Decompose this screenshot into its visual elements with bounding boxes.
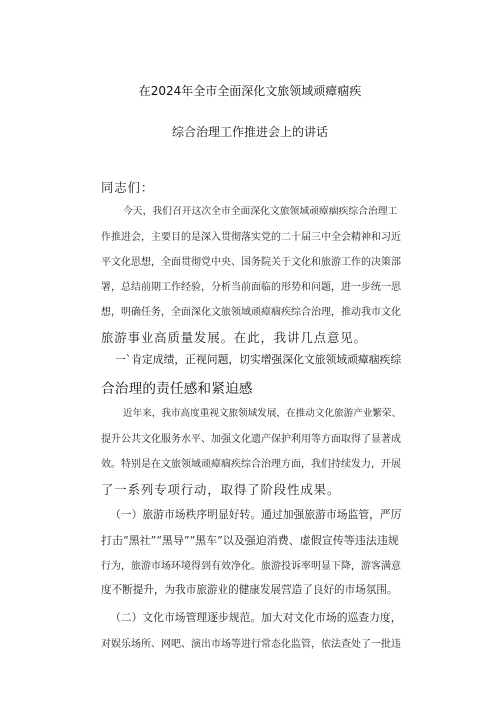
paragraph-line: 行为，旅游市场环境得到有效净化。旅游投诉率明显下降，游客满意 — [101, 561, 401, 572]
paragraph-line: 对娱乐场所、网吧、演出市场等进行常态化监管，依法查处了一批违 — [101, 639, 401, 650]
salutation: 同志们： — [101, 180, 155, 195]
paragraph-line: 平文化思想，全面贯彻党中央、国务院关于文化和旅游工作的决策部 — [101, 257, 401, 268]
paragraph-line: 署，总结前期工作经验，分析当前面临的形势和问题，进一步统一思 — [101, 282, 401, 293]
paragraph-line: （一）旅游市场秩序明显好转。通过加强旅游市场监管，严厉 — [110, 508, 402, 521]
paragraph-line: 度不断提升，为我市旅游业的健康发展营造了良好的市场氛围。 — [101, 584, 398, 596]
paragraph-line: 近年来，我市高度重视文旅领域发展，在推动文化旅游产业繁荣、 — [123, 408, 402, 419]
paragraph-line: （二）文化市场管理逐步规范。加大对文化市场的巡查力度， — [110, 611, 402, 624]
paragraph-line: 想，明确任务，全面深化文旅领域顽瘴痼疾综合治理，推动我市文化 — [101, 307, 401, 318]
paragraph-line: 提升公共文化服务水平、加强文化遗产保护利用等方面取得了显著成 — [101, 434, 401, 445]
document-title-line-1: 在2024年全市全面深化文旅领域顽瘴痼疾 — [138, 84, 362, 98]
paragraph-line: 今天，我们召开这次全市全面深化文旅领域顽瘴痼疾综合治理工 — [123, 206, 398, 217]
paragraph-line: 效。特别是在文旅领域顽瘴痼疾综合治理方面，我们持续发力，开展 — [101, 459, 401, 470]
paragraph-line: 作推进会，主要目的是深入贯彻落实党的二十届三中全会精神和习近 — [101, 232, 401, 243]
section-heading-line: 一`肯定成绩，正视问题，切实增强深化文旅领域顽瘴痼疾综 — [115, 353, 402, 366]
document-title-line-2: 综合治理工作推进会上的讲话 — [171, 125, 328, 139]
paragraph-line: 旅游事业高质量发展。在此，我讲几点意见。 — [101, 330, 367, 345]
paragraph-line: 打击“黑社”“黑导”“黑车”以及强迫消费、虚假宣传等违法违规 — [101, 534, 399, 547]
paragraph-line: 了一系列专项行动，取得了阶段性成果。 — [101, 482, 341, 497]
section-heading-line: 合治理的责任感和紧迫感 — [101, 381, 253, 397]
